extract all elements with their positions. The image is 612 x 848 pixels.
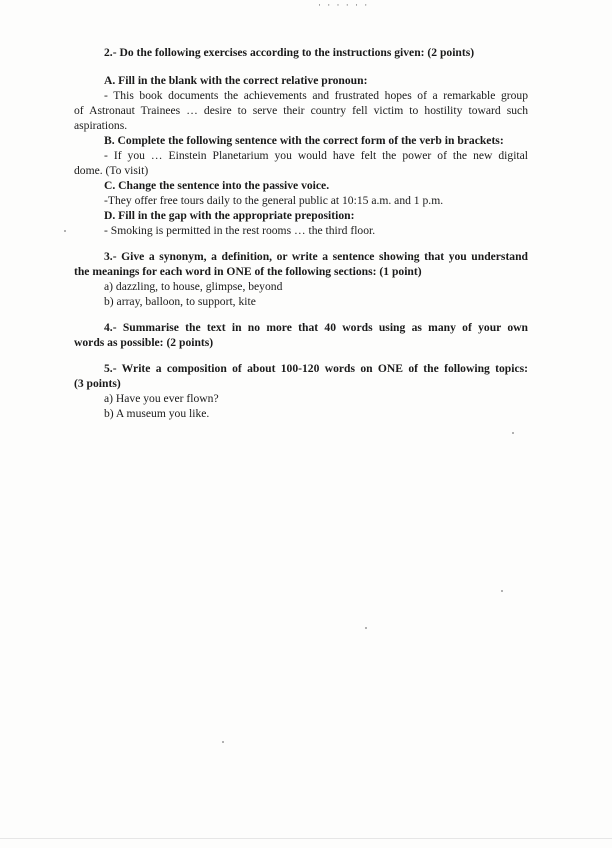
- section-3-heading-line-1: 3.- Give a synonym, a definition, or write a sentence showing that you understand: [104, 250, 528, 263]
- scan-speck: [222, 741, 224, 743]
- section-3: [74, 249, 528, 309]
- exercise-a-line-2: of Astronaut Trainees … desire to serve their country fell victim to hostility toward such: [74, 104, 528, 117]
- scan-marks: · · · · · ·: [318, 0, 370, 10]
- exercise-b-line-1: - If you … Einstein Planetarium you would have felt the power of the new digital: [104, 149, 528, 162]
- section-5-heading-line-2: (3 points): [74, 377, 121, 390]
- section-5-option-a: a) Have you ever flown?: [104, 392, 219, 405]
- section-2: [74, 45, 528, 238]
- scan-speck: [501, 590, 503, 592]
- section-3-heading-line-2: the meanings for each word in ONE of the following sections: (1 point): [74, 265, 422, 278]
- section-3-option-a: a) dazzling, to house, glimpse, beyond: [104, 280, 283, 293]
- exam-content: [74, 45, 528, 421]
- scan-speck: [365, 627, 367, 629]
- exercise-b-line-2: dome. (To visit): [74, 164, 149, 177]
- scan-speck: [512, 432, 514, 434]
- exercise-a-title: A. Fill in the blank with the correct relative pronoun:: [104, 74, 368, 87]
- exercise-b-title: B. Complete the following sentence with the correct form of the verb in brackets:: [104, 134, 504, 147]
- exercise-d-line-1: - Smoking is permitted in the rest rooms … the third floor.: [104, 224, 376, 237]
- section-4: [74, 320, 528, 350]
- section-3-option-b: b) array, balloon, to support, kite: [104, 295, 256, 308]
- section-5: [74, 361, 528, 421]
- page-bottom-edge: [0, 838, 612, 839]
- exercise-a-line-3: aspirations.: [74, 119, 128, 132]
- scan-speck: [64, 230, 66, 232]
- section-5-heading-line-1: 5.- Write a composition of about 100-120 words on ONE of the following topics:: [104, 362, 528, 375]
- exercise-c-title: C. Change the sentence into the passive voice.: [104, 179, 330, 192]
- exercise-d-title: D. Fill in the gap with the appropriate preposition:: [104, 209, 355, 222]
- exercise-c-line-1: -They offer free tours daily to the general public at 10:15 a.m. and 1 p.m.: [104, 194, 444, 207]
- section-5-option-b: b) A museum you like.: [104, 407, 210, 420]
- exercise-a-line-1: - This book documents the achievements and frustrated hopes of a remarkable group: [104, 89, 528, 102]
- section-4-heading-line-1: 4.- Summarise the text in no more that 40 words using as many of your own: [104, 321, 528, 334]
- section-2-heading: 2.- Do the following exercises according to the instructions given: (2 points): [104, 46, 475, 59]
- section-4-heading-line-2: words as possible: (2 points): [74, 336, 214, 349]
